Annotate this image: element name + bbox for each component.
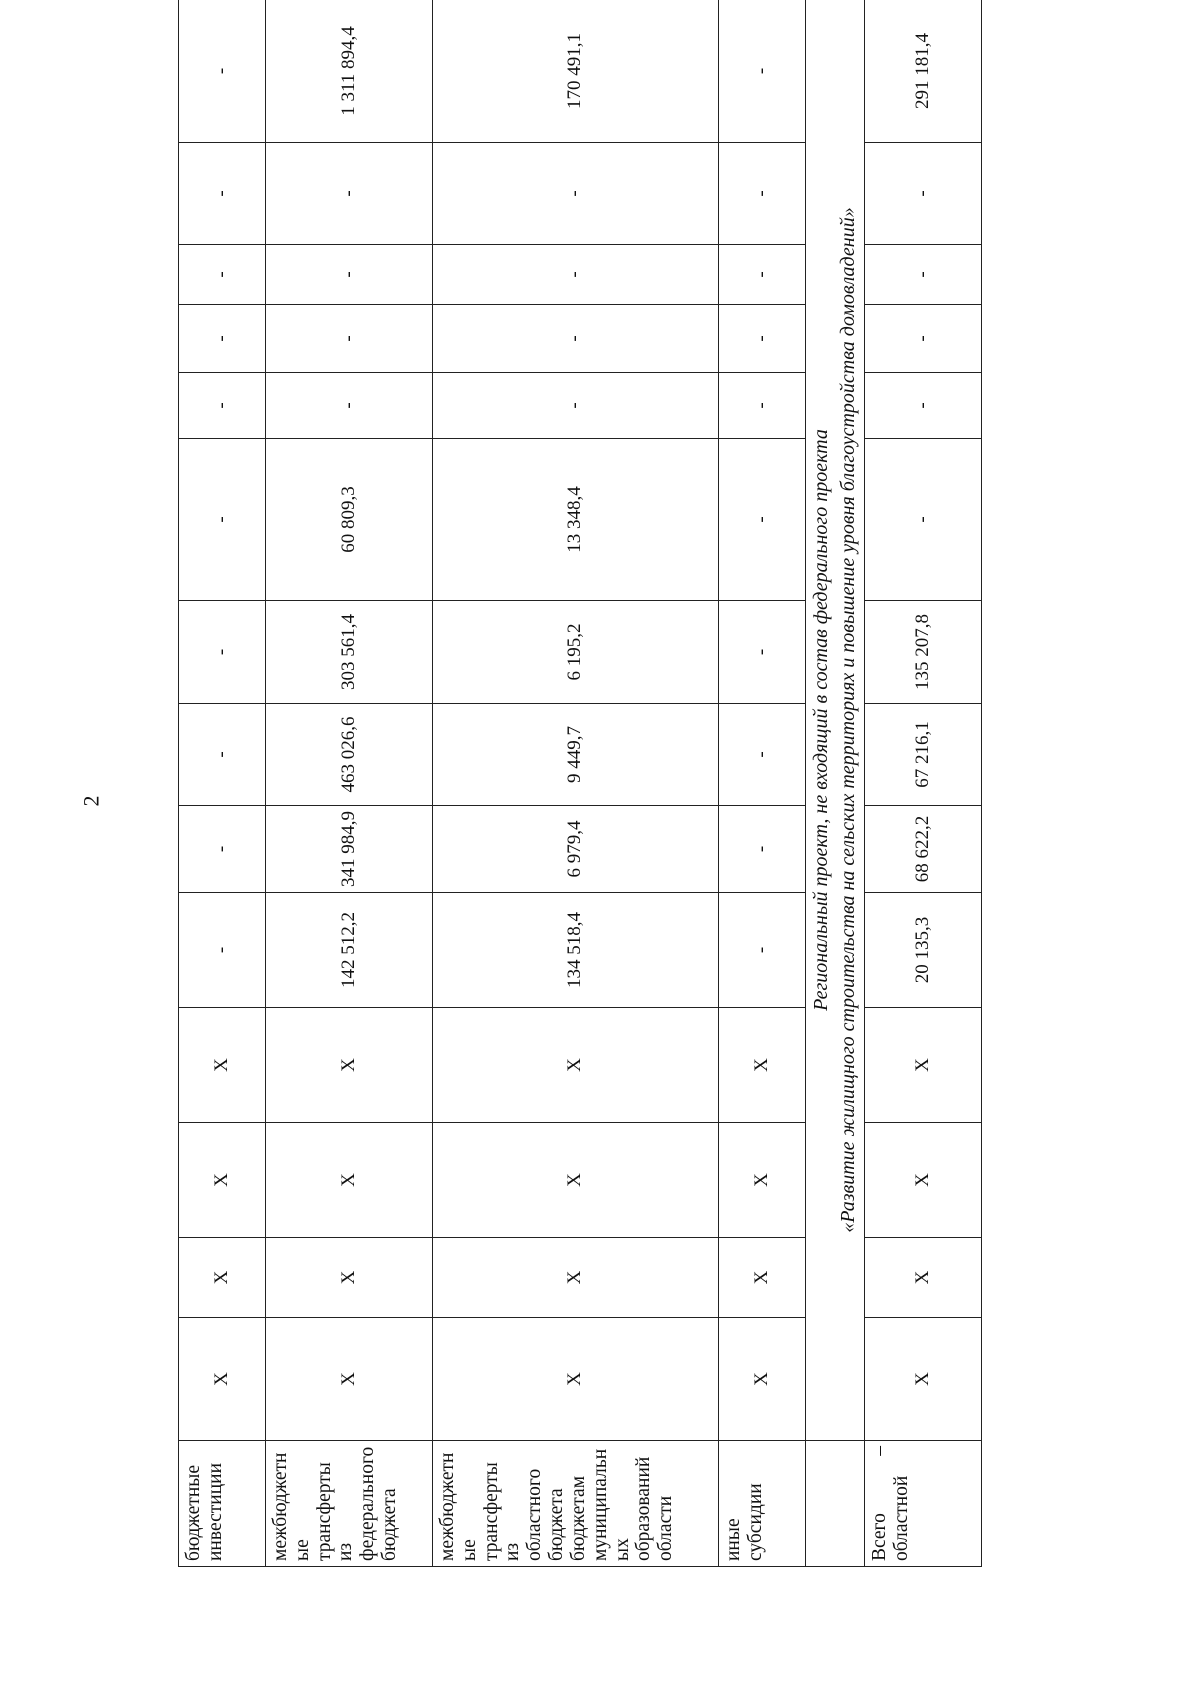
table-cell: 135 207,8 xyxy=(865,601,982,704)
total-row xyxy=(865,0,982,1567)
table-cell: X xyxy=(266,1238,433,1318)
section-header-line1: Региональный проект, не входящий в состав федерального проекта xyxy=(810,429,832,1011)
table-cell: X xyxy=(433,1123,719,1238)
table-cell: - xyxy=(179,305,266,373)
section-header-line2: «Развитие жилищного строительства на сельских территориях и повышение уровня благоустройства домовладений» xyxy=(837,207,859,1233)
table-cell: 9 449,7 xyxy=(433,704,719,806)
table-cell: - xyxy=(433,305,719,373)
table-cell: - xyxy=(433,143,719,245)
table-cell: X xyxy=(266,1318,433,1441)
table-cell: - xyxy=(433,373,719,439)
table-cell: X xyxy=(719,1318,806,1441)
table-cell: - xyxy=(266,305,433,373)
total-row-label: Всего областной xyxy=(869,1475,912,1561)
table-cell: - xyxy=(719,893,806,1008)
total-row-name xyxy=(865,1441,982,1567)
table-cell: - xyxy=(719,305,806,373)
table-cell: 341 984,9 xyxy=(266,806,433,893)
table-cell: - xyxy=(179,806,266,893)
table-cell: - xyxy=(179,245,266,305)
table-cell: - xyxy=(719,373,806,439)
table-row xyxy=(179,0,266,1567)
page-number: 2 xyxy=(78,795,104,807)
table-cell: X xyxy=(433,1318,719,1441)
table-cell: 13 348,4 xyxy=(433,439,719,601)
table-cell: - xyxy=(719,704,806,806)
table-cell: - xyxy=(179,0,266,143)
table-cell: 303 561,4 xyxy=(266,601,433,704)
table-cell: 20 135,3 xyxy=(865,893,982,1008)
total-row-dash: – xyxy=(869,1446,890,1456)
table-cell: - xyxy=(865,373,982,439)
table-cell: 170 491,1 xyxy=(433,0,719,143)
table-cell: - xyxy=(719,601,806,704)
table-cell: - xyxy=(865,143,982,245)
table-cell: X xyxy=(719,1238,806,1318)
table-cell: - xyxy=(719,806,806,893)
row-name: межбюджетн ые трансферты из областного бюджета бюджетам муниципальн ых образований области xyxy=(433,1441,719,1567)
table-cell: 1 311 894,4 xyxy=(266,0,433,143)
table-cell: - xyxy=(179,601,266,704)
table-cell: X xyxy=(266,1123,433,1238)
table-cell: - xyxy=(266,245,433,305)
table-cell: - xyxy=(266,143,433,245)
rotated-table-container xyxy=(178,0,978,1567)
table-cell: 134 518,4 xyxy=(433,893,719,1008)
table-cell: X xyxy=(865,1123,982,1238)
table-cell: 6 195,2 xyxy=(433,601,719,704)
row-name: иные субсидии xyxy=(719,1441,806,1567)
table-cell: X xyxy=(719,1008,806,1123)
table-cell: X xyxy=(266,1008,433,1123)
table-cell: 60 809,3 xyxy=(266,439,433,601)
table-cell: - xyxy=(179,143,266,245)
table-cell: X xyxy=(865,1318,982,1441)
table-cell: X xyxy=(865,1008,982,1123)
table-cell: - xyxy=(179,373,266,439)
budget-table xyxy=(178,0,982,1567)
table-cell: X xyxy=(179,1123,266,1238)
table-cell: X xyxy=(433,1238,719,1318)
table-cell: - xyxy=(719,0,806,143)
row-name: межбюджетн ые трансферты из федерального бюджета xyxy=(266,1441,433,1567)
table-row xyxy=(266,0,433,1567)
table-row xyxy=(719,0,806,1567)
section-header-row xyxy=(806,0,865,1567)
table-cell: X xyxy=(179,1238,266,1318)
table-cell: 291 181,4 xyxy=(865,0,982,143)
table-row xyxy=(433,0,719,1567)
table-cell: - xyxy=(865,439,982,601)
table-cell: 68 622,2 xyxy=(865,806,982,893)
table-cell: 142 512,2 xyxy=(266,893,433,1008)
table-cell: - xyxy=(179,893,266,1008)
table-cell: - xyxy=(865,245,982,305)
table-cell: - xyxy=(433,245,719,305)
section-header xyxy=(806,0,865,1441)
table-cell: - xyxy=(266,373,433,439)
table-cell: 463 026,6 xyxy=(266,704,433,806)
table-cell: X xyxy=(433,1008,719,1123)
table-cell: X xyxy=(865,1238,982,1318)
table-cell: 67 216,1 xyxy=(865,704,982,806)
table-cell: X xyxy=(179,1318,266,1441)
table-cell: - xyxy=(179,704,266,806)
table-cell: - xyxy=(719,143,806,245)
table-cell: - xyxy=(719,439,806,601)
table-cell: X xyxy=(719,1123,806,1238)
table-cell: - xyxy=(719,245,806,305)
table-cell: 6 979,4 xyxy=(433,806,719,893)
table-cell: - xyxy=(179,439,266,601)
table-cell: - xyxy=(865,305,982,373)
table-cell: X xyxy=(179,1008,266,1123)
row-name: бюджетные инвестиции xyxy=(179,1441,266,1567)
